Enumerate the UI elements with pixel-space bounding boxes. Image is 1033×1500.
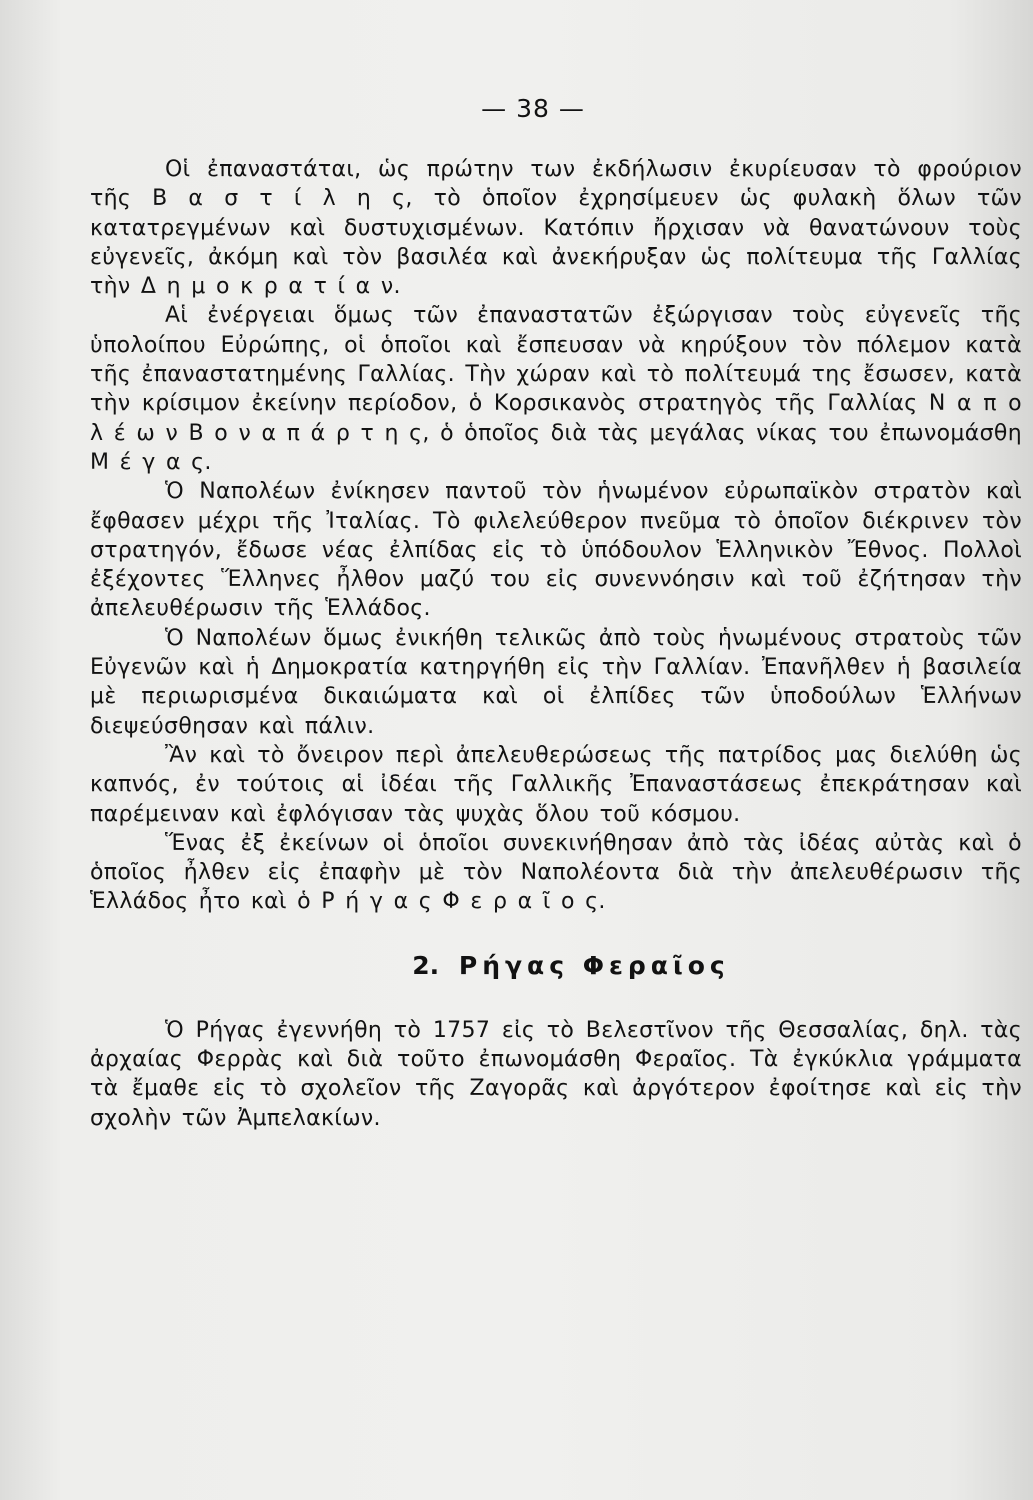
body-text — [90, 155, 1022, 1133]
paragraph-5: Ἂν καὶ τὸ ὄνειρον περὶ ἀπελευθερώσεως τῆς πατρίδος μας διελύθη ὡς καπνός, ἐν τούτοις αἱ ἰδέαι τῆς Γαλλικῆς Ἐπαναστάσεως ἐπεκράτησαν καὶ παρέμειναν καὶ ἐφλόγισαν τὰς ψυχὰς ὅλου τοῦ κόσμου. — [90, 742, 1022, 827]
paragraph-3: Ὁ Ναπολέων ἐνίκησεν παντοῦ τὸν ἡνωμένον εὐρωπαϊκὸν στρατὸν καὶ ἔφθασεν μέχρι τῆς Ἰταλίας. Τὸ φιλελεύθερον πνεῦμα τὸ ὁποῖον διέκρινεν τὸν στρατηγόν, ἔδωσε νέας ἐλπίδας εἰς τὸ ὑπόδουλον Ἑλληνικὸν Ἔθνος. Πολλοὶ ἐξέχοντες Ἕλληνες ἦλθον μαζύ του εἰς συνεννόησιν καὶ τοῦ ἐζήτησαν τὴν ἀπελευθέρωσιν τῆς Ἑλλάδος. — [90, 479, 1022, 622]
section-heading — [90, 951, 1022, 980]
section-number: 2. — [412, 950, 440, 980]
section-paragraph-1: Ὁ Ρήγας ἐγεννήθη τὸ 1757 εἰς τὸ Βελεστῖνον τῆς Θεσσαλίας, δηλ. τὰς ἀρχαίας Φερρὰς καὶ διὰ τοῦτο ἐπωνομάσθη Φεραῖος. Τὰ ἐγκύκλια γράμματα τὰ ἔμαθε εἰς τὸ σχολεῖον τῆς Ζαγορᾶς καὶ ἀργότερον ἐφοίτησε καὶ εἰς τὴν σχολὴν τῶν Ἀμπελακίων. — [90, 1017, 1022, 1131]
paragraph-6: Ἕνας ἐξ ἐκείνων οἱ ὁποῖοι συνεκινήθησαν ἀπὸ τὰς ἰδέας αὐτὰς καὶ ὁ ὁποῖος ἦλθεν εἰς ἐπαφὴν μὲ τὸν Ναπολέοντα διὰ τὴν ἀπελευθέρωσιν τῆς Ἑλλάδος ἦτο καὶ ὁ Ρ ή γ α ς Φ ε ρ α ῖ ο ς. — [90, 830, 1022, 915]
paragraph-2: Αἱ ἐνέργειαι ὅμως τῶν ἐπαναστατῶν ἐξώργισαν τοὺς εὐγενεῖς τῆς ὑπολοίπου Εὐρώπης, οἱ ὁποῖοι καὶ ἔσπευσαν νὰ κηρύξουν τὸν πόλεμον κατὰ τῆς ἐπαναστατημένης Γαλλίας. Τὴν χώραν καὶ τὸ πολίτευμά της ἔσωσεν, κατὰ τὴν κρίσιμον ἐκείνην περίοδον, ὁ Κορσικανὸς στρατηγὸς τῆς Γαλλίας Ν α π ο λ έ ω ν Β ο ν α π ά ρ τ η ς, ὁ ὁποῖος διὰ τὰς μεγάλας νίκας του ἐπωνομάσθη Μ έ γ α ς. — [90, 303, 1022, 475]
section-title: Ρήγας Φεραῖος — [458, 950, 730, 980]
paragraph-4: Ὁ Ναπολέων ὅμως ἐνικήθη τελικῶς ἀπὸ τοὺς ἡνωμένους στρατοὺς τῶν Εὐγενῶν καὶ ἡ Δημοκρατία κατηργήθη εἰς τὴν Γαλλίαν. Ἐπανῆλθεν ἡ βασιλεία μὲ περιωρισμένα δικαιώματα καὶ οἱ ἐλπίδες τῶν ὑποδούλων Ἑλλήνων διεψεύσθησαν καὶ πάλιν. — [90, 625, 1022, 739]
page-number: — 38 — — [481, 94, 585, 123]
paragraph-1: Οἱ ἐπαναστάται, ὡς πρώτην των ἐκδήλωσιν ἐκυρίευσαν τὸ φρούριον τῆς Β α σ τ ί λ η ς, τὸ ὁποῖον ἐχρησίμευεν ὡς φυλακὴ ὅλων τῶν κατατρεγμένων καὶ δυστυχισμένων. Κατόπιν ἤρχισαν νὰ θανατώνουν τοὺς εὐγενεῖς, ἀκόμη καὶ τὸν βασιλέα καὶ ἀνεκήρυξαν ὡς πολίτευμα τῆς Γαλλίας τὴν Δ η μ ο κ ρ α τ ί α ν. — [90, 157, 1022, 300]
